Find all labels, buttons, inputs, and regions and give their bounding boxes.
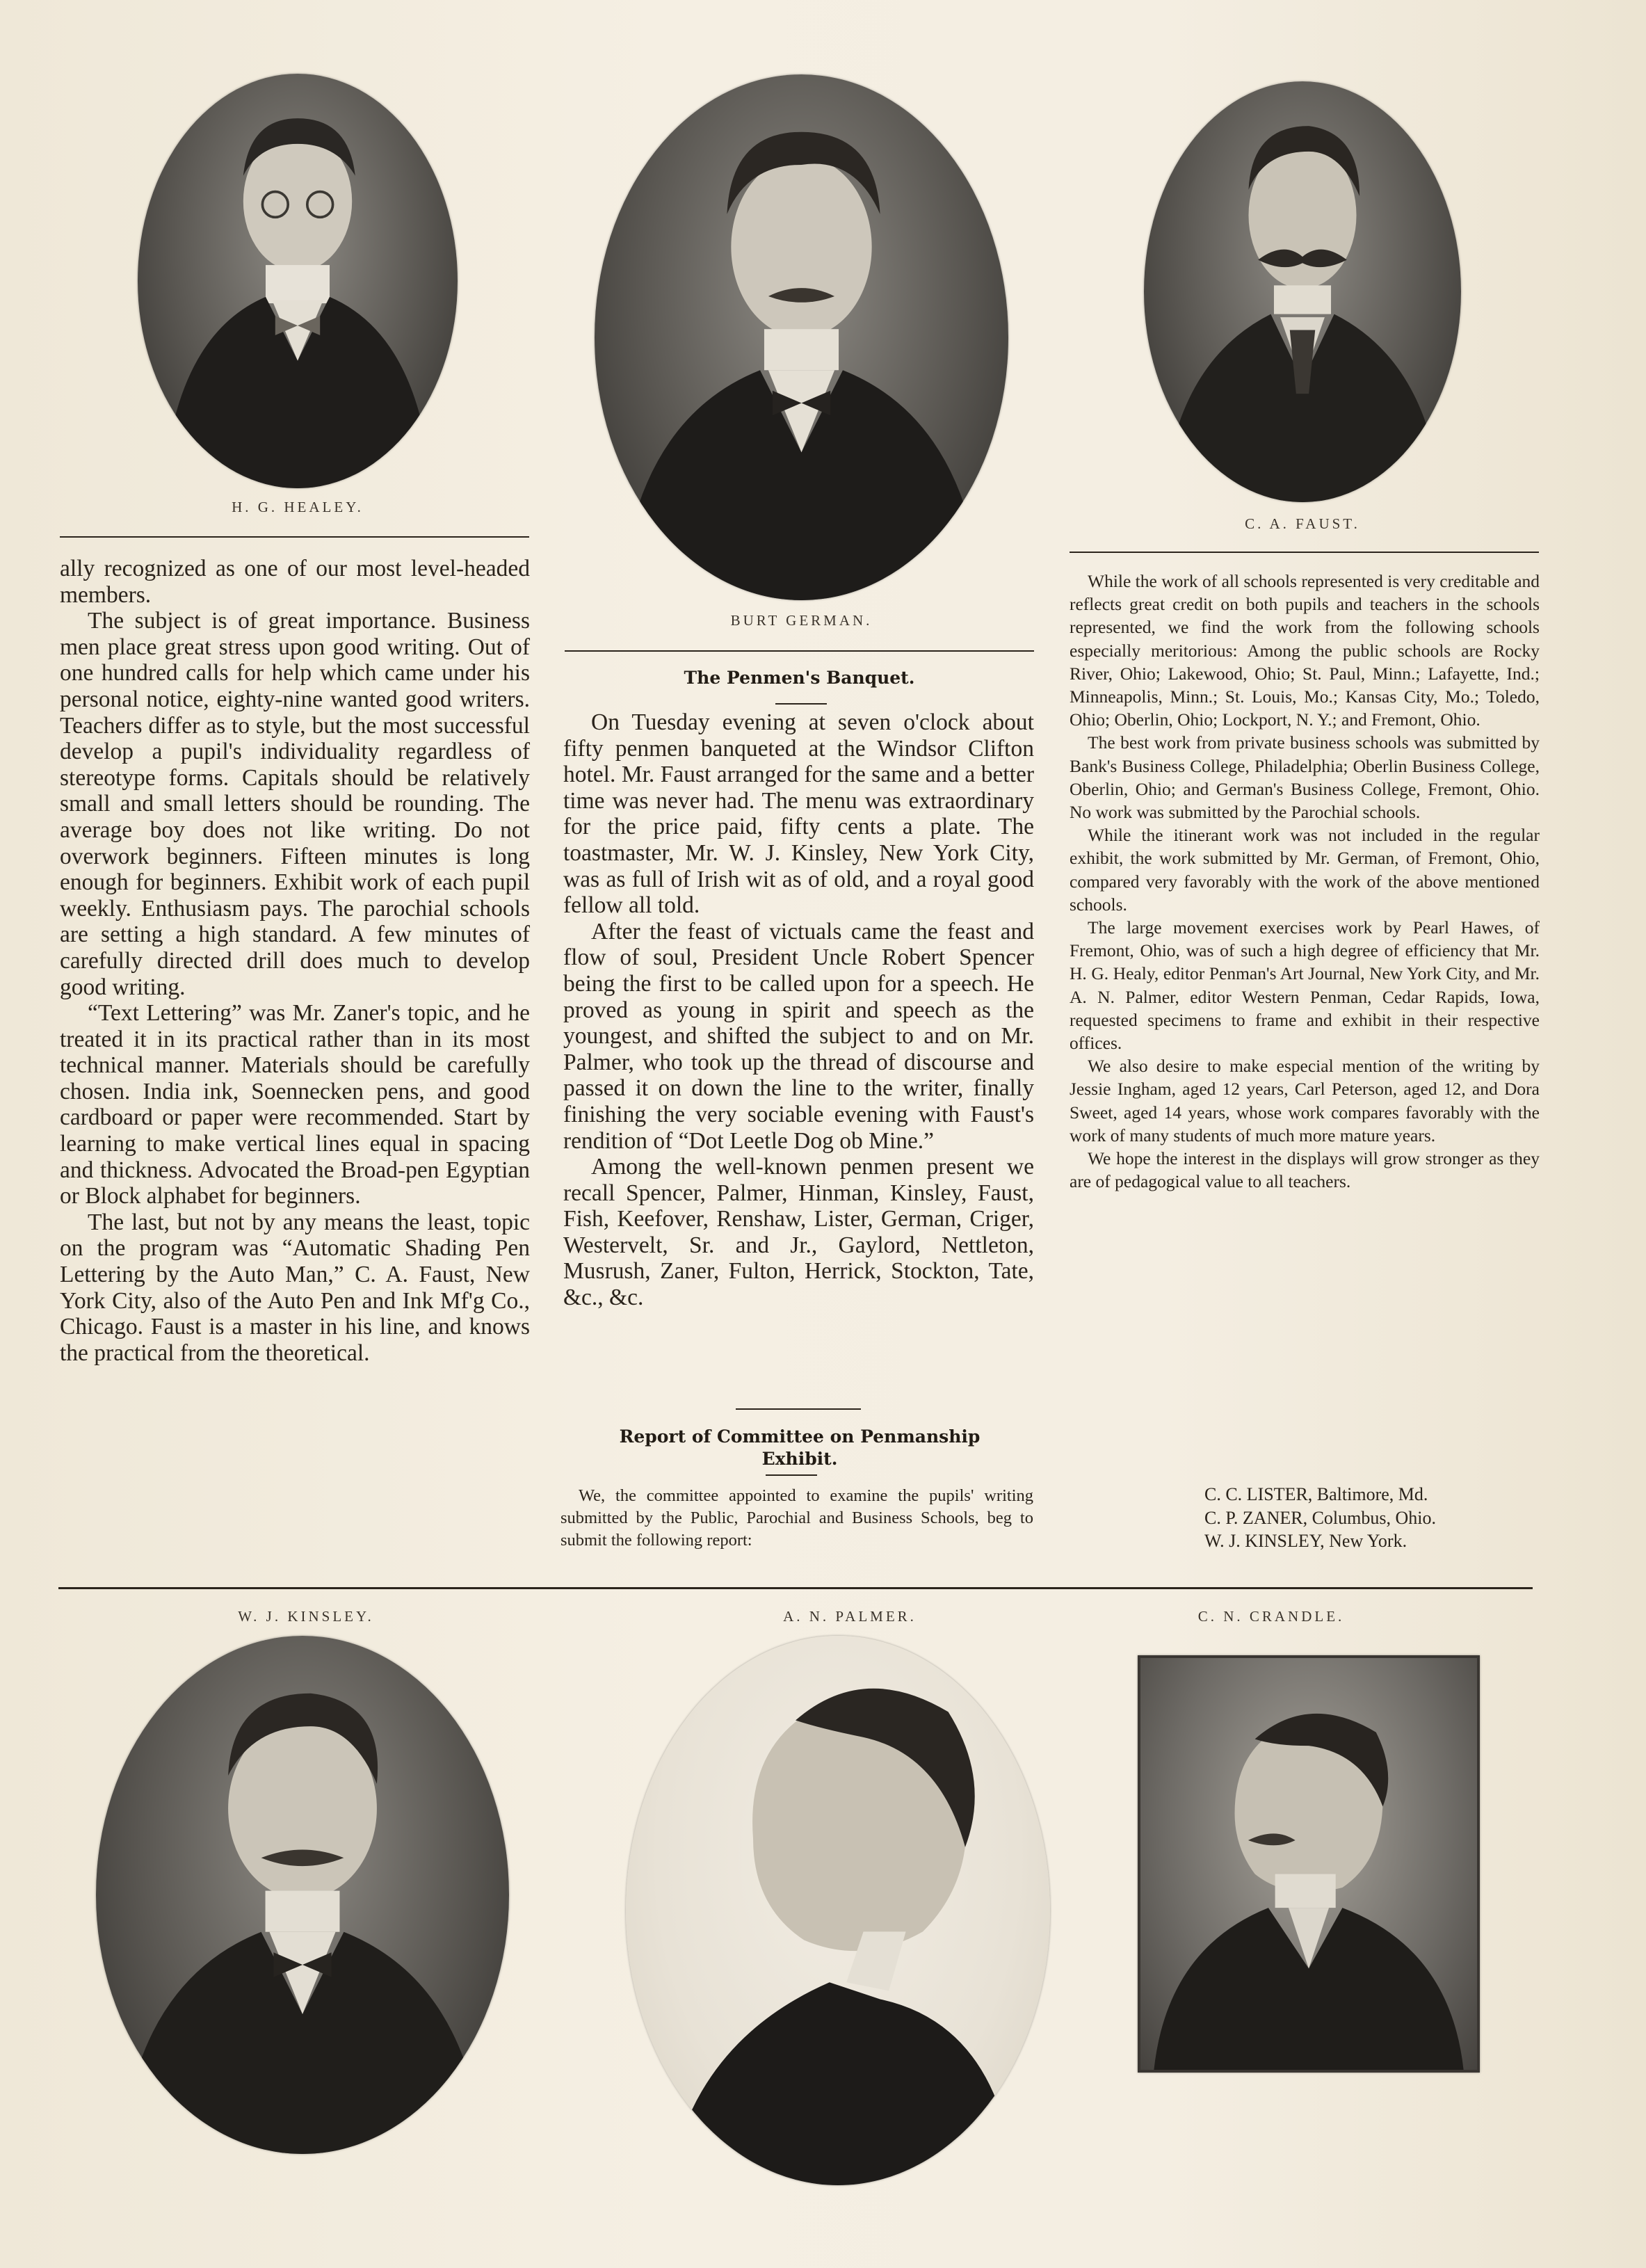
portrait-faust	[1144, 81, 1461, 502]
left-paragraph-1: ally recognized as one of our most level-headed members.	[60, 556, 530, 608]
right-paragraph-5: We also desire to make especial mention of the writing by Jessie Ingham, aged 12 years, Carl Peterson, aged 12, and Dora Sweet, aged 14 years, whose work compares favorably with the work of many students of much more mature years.	[1070, 1056, 1540, 1145]
banquet-paragraph-1: On Tuesday evening at seven o'clock about fifty penmen banqueted at the Windsor Clifton hotel. Mr. Faust arranged for the same and a better time was never had. The menu was extraordinary for the price paid, fifty cents a plate. The toastmaster, Mr. W. J. Kinsley, New York City, was as full of Irish wit as of old, and a royal good fellow all told.	[563, 709, 1034, 919]
portrait-crandle	[1138, 1655, 1480, 2073]
report-intro-paragraph: We, the committee appointed to examine the pupils' writing submitted by the Public, Parochial and Business Schools, beg to submit the following report:	[560, 1486, 1033, 1550]
committee-signatures	[1204, 1483, 1436, 1553]
banquet-paragraph-3: Among the well-known penmen present we recall Spencer, Palmer, Hinman, Kinsley, Faust, Fish, Keefover, Renshaw, Lister, German, Criger, Westervelt, Sr. and Jr., Gaylord, Nettleton, Musrush, Zaner, Fulton, Herrick, Stockton, Tate, &c., &c.	[563, 1154, 1034, 1311]
rule-middle-top	[565, 650, 1034, 652]
portrait-german	[595, 74, 1008, 600]
caption-german: BURT GERMAN.	[730, 612, 873, 629]
rule-bottom-full	[58, 1587, 1533, 1589]
banquet-heading: The Penmen's Banquet.	[684, 668, 915, 688]
signature-lister: C. C. LISTER, Baltimore, Md.	[1204, 1484, 1428, 1504]
right-paragraph-6: We hope the interest in the displays will grow stronger as they are of pedagogical value to all teachers.	[1070, 1148, 1540, 1192]
signature-zaner: C. P. ZANER, Columbus, Ohio.	[1204, 1507, 1436, 1528]
left-paragraph-2: The subject is of great importance. Business men place great stress upon good writing. Out of one hundred calls for help which came under his personal notice, eighty-nine wanted good writers. Teachers differ as to style, but the most successful develop a pupil's individuality regardless of stereotype forms. Capitals should be relatively small and small letters should be rounding. The average boy does not like writing. Do not overwork beginners. Fifteen minutes is long enough for beginners. Exhibit work of each pupil weekly. Enthusiasm pays. The parochial schools are setting a high standard. A few minutes of carefully directed drill does much to develop good writing.	[60, 608, 530, 1000]
portrait-kinsley	[96, 1636, 509, 2154]
right-paragraph-2: The best work from private business schools was submitted by Bank's Business College, Philadelphia; Oberlin Business College, Oberlin, Ohio; and German's Business College, Fremont, Ohio. No work was submitted by the Parochial schools.	[1070, 732, 1540, 823]
portrait-palmer-figure	[626, 1636, 1050, 2185]
left-paragraph-3: “Text Lettering” was Mr. Zaner's topic, and he treated it in its practical rather than in its most technical manner. Materials should be carefully chosen. India ink, Soennecken pens, and good cardboard or paper were recommended. Start by learning to make vertical lines equal in spacing and thickness. Advocated the Broad-pen Egyptian or Block alphabet for beginners.	[60, 1000, 530, 1209]
portrait-kinsley-figure	[96, 1636, 509, 2154]
report-intro	[560, 1485, 1033, 1552]
left-paragraph-4: The last, but not by any means the least, topic on the program was “Automatic Shading Pen Lettering by the Auto Man,” C. A. Faust, New York City, also of the Auto Pen and Ink Mf'g Co., Chicago. Faust is a master in his line, and knows the practical from the theoretical.	[60, 1209, 530, 1366]
portrait-faust-figure	[1144, 81, 1461, 502]
portrait-german-figure	[595, 74, 1008, 600]
portrait-palmer	[626, 1636, 1050, 2185]
portrait-healey	[138, 74, 458, 488]
caption-kinsley: W. J. KINSLEY.	[238, 1608, 374, 1625]
rule-left-top	[60, 536, 529, 538]
right-column-text	[1070, 570, 1540, 1193]
caption-healey: H. G. HEALEY.	[232, 499, 364, 515]
right-paragraph-3: While the itinerant work was not included in the regular exhibit, the work submitted by Mr. German, of Fremont, Ohio, compared very favorably with the work of the above mentioned schools.	[1070, 825, 1540, 915]
portrait-crandle-figure	[1140, 1658, 1477, 2070]
portrait-healey-figure	[138, 74, 458, 488]
right-paragraph-1: While the work of all schools represented is very creditable and reflects great credit on both pupils and teachers in the schools represented, we find the work from the following schools especially meritorious: Among the public schools are Rocky River, Ohio; Lakewood, Ohio; St. Paul, Minn.; Lafayette, Ind.; Minneapolis, Minn.; St. Louis, Mo.; Kansas City, Mo.; Toledo, Ohio; Oberlin, Ohio; Lockport, N. Y.; and Fremont, Ohio.	[1070, 571, 1540, 730]
rule-report-short	[736, 1408, 861, 1410]
banquet-text	[563, 709, 1034, 1311]
left-column-text	[60, 556, 530, 1366]
rule-report-under	[766, 1474, 817, 1476]
rule-right-top	[1070, 552, 1539, 553]
caption-faust: C. A. FAUST.	[1245, 515, 1360, 532]
banquet-paragraph-2: After the feast of victuals came the feast and flow of soul, President Uncle Robert Spencer being the first to be called upon for a speech. He proved as young in spirit and speech as the youngest, and shifted the subject to and on Mr. Palmer, who took up the thread of discourse and passed it on down the line to the writer, finally finishing the very sociable evening with Faust's rendition of “Dot Leetle Dog ob Mine.”	[563, 918, 1034, 1154]
caption-palmer: A. N. PALMER.	[783, 1608, 917, 1625]
caption-crandle: C. N. CRANDLE.	[1197, 1608, 1345, 1625]
rule-banquet-short	[775, 703, 827, 705]
right-paragraph-4: The large movement exercises work by Pearl Hawes, of Fremont, Ohio, was of such a high degree of efficiency that Mr. H. G. Healy, editor Penman's Art Journal, New York City, and Mr. A. N. Palmer, editor Western Penman, Cedar Rapids, Iowa, requested specimens to frame and exhibit in their respective offices.	[1070, 917, 1540, 1054]
signature-kinsley: W. J. KINSLEY, New York.	[1204, 1531, 1407, 1551]
report-heading: Report of Committee on Penmanship Exhibit.	[619, 1426, 981, 1469]
